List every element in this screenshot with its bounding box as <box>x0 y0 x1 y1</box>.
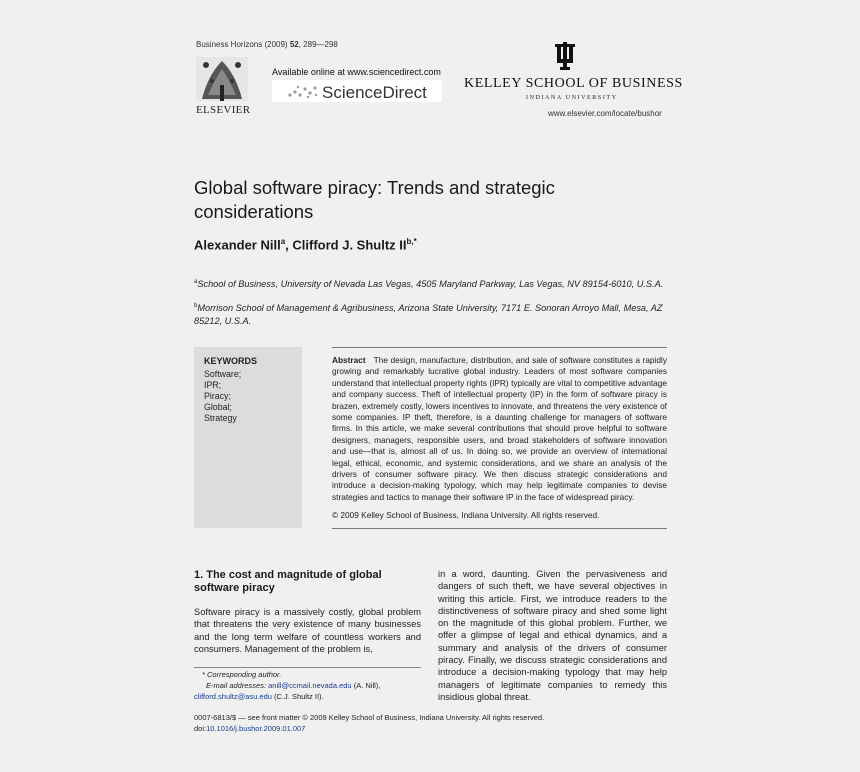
author-name: Clifford J. Shultz II <box>292 237 407 253</box>
abstract-rule-top <box>332 347 667 348</box>
journal-url: www.elsevier.com/locate/bushor <box>548 109 662 118</box>
author-affiliation-marker: b,* <box>406 237 417 246</box>
journal-volume: 52 <box>289 40 299 49</box>
abstract-text: The design, manufacture, distribution, and sale of software constitutes a rapidly growing and remarkably lucrative global industry. Leaders of most software companies understand that intellectual property rights (IPR) typically are vital to competitive advantage and company success. Theft of intellectual property (IP) in the form of software piracy is brazen, extremely costly, lowers incentives to innovate, and threatens the very existence of some companies. IP theft, therefore, is a daunting challenge for managers of software firms. In this article, we make several contributions that should prove helpful to software designers, managers, responsible users, and broad stakeholders of software innovation and use—that is, almost all of us. In doing so, we provide an overview of international legal, ethical, economic, and systemic considerations, and we share an analysis of the drivers of consumer software piracy. We then discuss strategic considerations and introduce a decision-making typology, which may help legitimate companies to devise strategies and tactics to manage their software IP in the face of widespread piracy. <box>332 355 667 502</box>
indiana-university-subtitle: INDIANA UNIVERSITY <box>526 95 618 101</box>
doi-line <box>194 724 305 733</box>
keyword-item: IPR; <box>204 380 222 390</box>
abstract-rule-bottom <box>332 528 667 529</box>
email-owner: (A. Nill), <box>351 681 381 690</box>
author-affiliation-marker: a <box>280 237 286 246</box>
affiliation-marker: b <box>194 303 198 309</box>
email-addresses-cont <box>194 692 324 701</box>
sciencedirect-label: ScienceDirect <box>322 83 427 102</box>
journal-reference <box>196 40 338 49</box>
affiliation-a <box>194 276 670 291</box>
indiana-university-icon <box>554 42 576 70</box>
issn-line: 0007-6813/$ — see front matter © 2009 Kelley School of Business, Indiana University. All rights reserved. <box>194 713 545 722</box>
available-online-text: Available online at www.sciencedirect.com <box>272 67 441 77</box>
kelley-school-title: KELLEY SCHOOL OF BUSINESS <box>464 76 683 91</box>
elsevier-label: ELSEVIER <box>196 104 251 116</box>
footnote-rule <box>194 667 421 668</box>
abstract-copyright: © 2009 Kelley School of Business, Indiana University. All rights reserved. <box>332 510 600 520</box>
doi-link[interactable]: 10.1016/j.bushor.2009.01.007 <box>206 724 306 733</box>
body-text-right: in a word, daunting. Given the pervasiveness and dangers of such theft, we have several objectives in writing this article. First, we introduce readers to the distinctiveness of software piracy and shed some light on the magnitude of this global problem. Further, we offer a glimpse of legal and ethical dynamics, and a summary and analysis of the drivers of consumer piracy. Finally, we discuss strategic considerations and introduce a decision-making typology that may help managers of legitimate companies to remedy this insidious global threat. <box>438 569 667 702</box>
keyword-item: Strategy <box>204 413 237 423</box>
affiliation-text: Morrison School of Management & Agribusiness, Arizona State University, 7171 E. Sonoran Arroyo Mall, Mesa, AZ 85212, U.S.A. <box>194 303 663 327</box>
section-heading: 1. The cost and magnitude of global software piracy <box>194 569 382 594</box>
keywords-heading: KEYWORDS <box>204 356 258 366</box>
author-separator: , <box>285 237 293 253</box>
author-list <box>194 237 417 252</box>
email-label: E-mail addresses: <box>206 681 269 690</box>
keyword-item: Software; <box>204 369 242 379</box>
corresponding-author-note: * Corresponding author. <box>202 670 282 679</box>
email-link[interactable]: clifford.shultz@asu.edu <box>194 692 272 701</box>
affiliation-b <box>194 300 670 328</box>
email-owner: (C.J. Shultz II). <box>271 692 324 701</box>
email-addresses <box>206 681 380 690</box>
article-title: Global software piracy: Trends and strategic considerations <box>194 177 555 222</box>
journal-name: Business Horizons (2009) <box>196 40 290 49</box>
abstract <box>332 355 667 503</box>
keyword-item: Global; <box>204 402 232 412</box>
body-text-left: Software piracy is a massively costly, global problem that threatens the very existence of many businesses and the long term welfare of countless workers and consumers. Management of the problem is, <box>194 607 421 654</box>
abstract-label: Abstract <box>332 355 366 365</box>
keyword-item: Piracy; <box>204 391 231 401</box>
email-link[interactable]: anill@ccmail.nevada.edu <box>268 681 352 690</box>
affiliation-marker: a <box>194 279 198 285</box>
author-name: Alexander Nill <box>194 237 281 253</box>
affiliation-text: School of Business, University of Nevada Las Vegas, 4505 Maryland Parkway, Las Vegas, NV 89154-6010, U.S.A. <box>197 279 664 290</box>
journal-pages: , 289—298 <box>298 40 338 49</box>
sciencedirect-dots-icon <box>286 83 320 101</box>
doi-prefix: doi: <box>194 724 207 733</box>
